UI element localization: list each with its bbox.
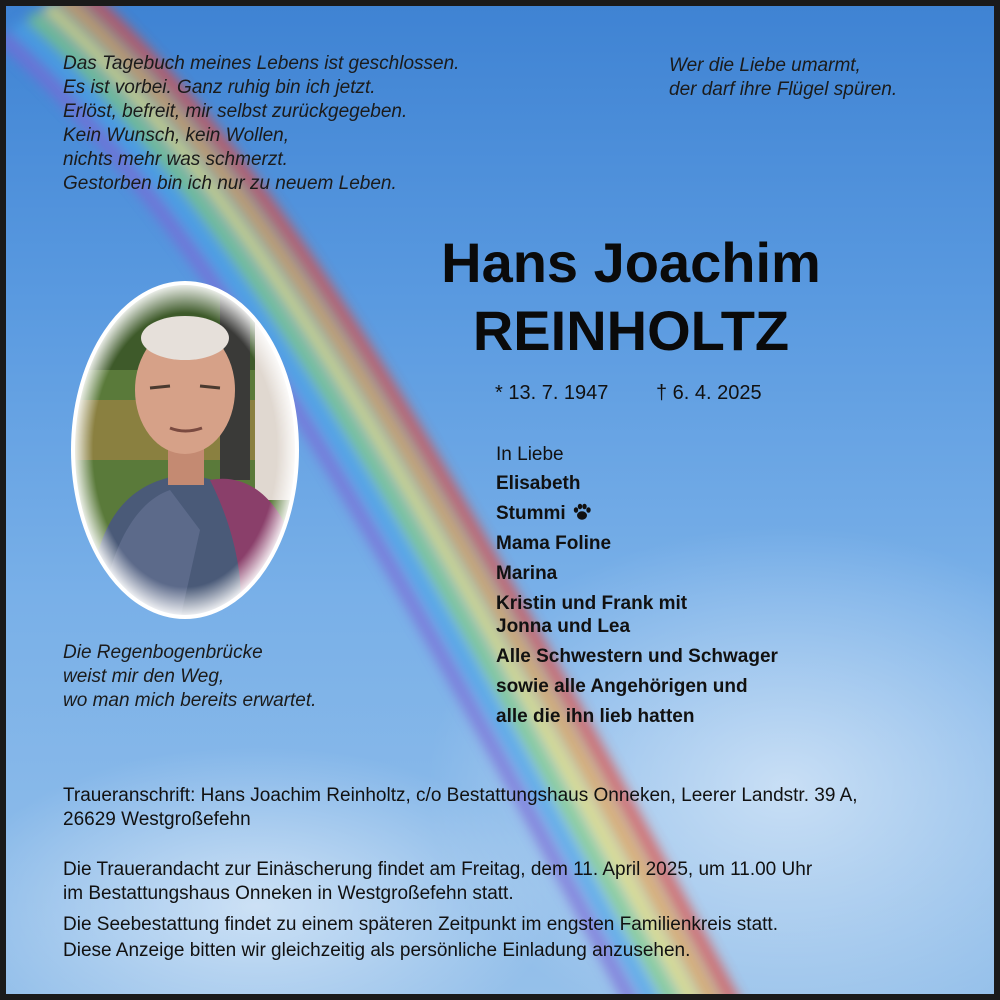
mourner-name: Mama Foline — [496, 533, 612, 554]
poem-left-line: Erlöst, befreit, mir selbst zurückgegeben. — [63, 101, 408, 122]
poem-left-line: Es ist vorbei. Ganz ruhig bin ich jetzt. — [63, 77, 376, 98]
sea-burial-info: Die Seebestattung findet zu einem späteren Zeitpunkt im engsten Familienkreis statt. — [63, 914, 778, 935]
mourner-name: Stummi — [496, 502, 778, 525]
poem-bottom-line: Die Regenbogenbrücke — [63, 642, 263, 663]
poem-left-line: Kein Wunsch, kein Wollen, — [63, 125, 289, 146]
poem-bottom — [63, 641, 316, 713]
deceased-first-names: Hans Joachim — [441, 231, 821, 294]
mourning-address: Traueranschrift: Hans Joachim Reinholtz, c/o Bestattungshaus Onneken, Leerer Landstr. 39 A, 26629 Westgroßefehn — [63, 785, 858, 830]
poem-left-line: Gestorben bin ich nur zu neuem Leben. — [63, 173, 397, 194]
poem-right-line: der darf ihre Flügel spüren. — [669, 79, 898, 100]
birth-date: * 13. 7. 1947 — [495, 382, 609, 404]
mourner-name: alle die ihn lieb hatten — [496, 706, 695, 727]
death-date: † 6. 4. 2025 — [656, 382, 762, 404]
poem-bottom-line: weist mir den Weg, — [63, 666, 225, 687]
mourner-name: sowie alle Angehörigen und — [496, 676, 748, 697]
poem-left — [63, 52, 459, 196]
poem-right-line: Wer die Liebe umarmt, — [669, 55, 861, 76]
mourner-name: Kristin und Frank mit Jonna und Lea — [496, 593, 688, 637]
invitation-note: Diese Anzeige bitten wir gleichzeitig als persönliche Einladung anzusehen. — [63, 940, 691, 961]
poem-bottom-line: wo man mich bereits erwartet. — [63, 690, 317, 711]
mourner-name: Elisabeth — [496, 473, 581, 494]
portrait-photo — [70, 280, 300, 620]
paw-icon — [572, 502, 592, 522]
poem-left-line: Das Tagebuch meines Lebens ist geschlossen. — [63, 53, 460, 74]
mourners-list — [496, 444, 778, 735]
poem-right — [669, 54, 897, 102]
deceased-last-name: REINHOLTZ — [472, 299, 790, 362]
mourner-name: Alle Schwestern und Schwager — [496, 646, 778, 667]
poem-left-line: nichts mehr was schmerzt. — [63, 149, 288, 170]
mourners-intro: In Liebe — [496, 444, 564, 465]
mourner-name: Marina — [496, 563, 558, 584]
service-info: Die Trauerandacht zur Einäscherung findet am Freitag, dem 11. April 2025, um 11.00 Uhr im Bestattungshaus Onneken in Westgroßefehn statt. — [63, 859, 813, 904]
